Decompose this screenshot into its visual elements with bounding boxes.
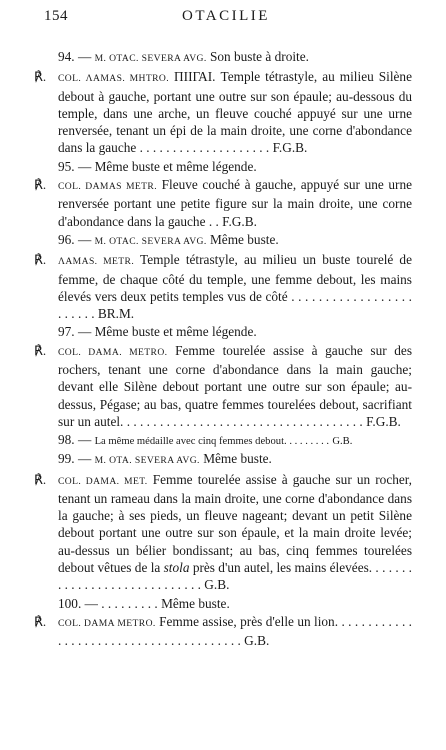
entry-number: 97. [58,324,75,340]
obverse-description: Même buste. [209,231,279,247]
reverse-97 [34,342,412,430]
obverse-description: Son buste à droite. [209,49,309,64]
source-reference: F.G.B. [272,140,308,156]
entry-95 [34,158,412,175]
reverse-description: Femme tourelée assise à gauche sur des rochers, tenant une corne d'abondance dans la main gauche; devant elle Silène debout portant une outre sur son épaule; au-dessus, Pégase; au bas, quatre femmes tourelées debout, sacrifiant sur un autel. [58,342,413,429]
running-title: OTACILIE [182,8,270,24]
reverse-mark: ℟. [34,252,47,268]
dash: — [77,158,92,174]
leader-dots: . . . . . . . . . . . . . . . . . . . . . . . . . . . . . . . . . . . . [126,413,363,429]
reverse-legend: COL. DAMA METRO. [58,617,156,629]
reverse-legend-greek: ΠΙΙΓΑΙ. [174,69,216,85]
dash: — [77,432,92,448]
dash: — [84,595,98,611]
source-reference: G.B. [244,633,270,649]
entry-number: 100. [58,595,82,611]
obverse-legend: M. OTAC. SEVERA AVG. [94,235,207,247]
entry-number: 94. [58,49,75,64]
italic-term: stola [163,560,190,576]
reverse-95 [34,176,412,230]
source-reference: G.B. [332,436,353,448]
reverse-legend: COL. DAMAS METR. [58,181,158,193]
reverse-legend: COL. ΛAMAS. MHTRO. [58,73,170,85]
reverse-description: Fleuve couché à gauche, appuyé sur une urne renversée portant une petite figure sur la main droite, une corne d'abondance dans la gauche [58,177,413,229]
obverse-description: Même buste et même légende. [94,158,257,174]
entry-number: 95. [58,158,75,174]
reverse-description-end: près d'un autel, les mains élevées [192,560,369,576]
reverse-legend: COL. DAMA. MET. [58,475,148,487]
reverse-mark: ℟. [34,69,47,85]
entry-number: 98. [58,432,75,448]
entry-94 [34,48,412,67]
reverse-99 [34,471,412,594]
reverse-mark: ℟. [34,471,47,487]
dash: — [77,451,92,467]
page-header [44,8,408,30]
page-number: 154 [44,8,68,24]
leader-dots: . . . . . . . . . [284,436,330,448]
reverse-100 [34,613,412,650]
reverse-96 [34,251,412,322]
obverse-legend: M. OTA. SEVERA AVG. [94,455,200,467]
obverse-legend: M. OTAC. SEVERA AVG. [94,53,207,64]
catalogue-text [34,48,412,650]
source-reference: G.B. [204,577,230,593]
reverse-description: Femme assise, près d'elle un lion. [159,613,339,629]
leader-dots: . . . . . . . . . . . . . . . . . . . . . . . . . . . . . . . . . . . . . . . [58,613,412,649]
leader-dots: . . . . . . . . . [101,595,158,611]
reverse-description: Femme tourelée assise à gauche sur un rocher, tenant un rameau dans la main droite, une corne d'abondance dans la gauche; à ses pieds, un fleuve nageant; devant un petit Silène debout portant une outre sur son épaule, et la main droite levée; au-dessus un bélier bondissant; au bas, cinq femmes tourelées debout vêtues de la [58,471,412,576]
source-reference: BR.M. [97,306,135,322]
obverse-description: La même médaille avec cinq femmes debout [94,436,285,448]
dash: — [77,231,92,247]
entry-number: 96. [58,231,75,247]
reverse-mark: ℟. [34,613,47,629]
reverse-description: Temple tétrastyle, au milieu un buste tourelé de femme, de chaque côté du temple, une femme debout, les mains élevés vers deux petits temples vus de côté [58,252,412,304]
reverse-mark: ℟. [34,177,47,193]
entry-96 [34,231,412,250]
source-reference: F.G.B. [366,413,401,429]
reverse-mark: ℟. [34,342,47,358]
obverse-description: Même buste. [161,595,230,611]
entry-100 [34,595,412,612]
reverse-legend: ΛAMAS. METR. [58,256,135,268]
source-reference: F.G.B. [222,213,257,229]
entry-97 [34,323,412,340]
entry-99 [34,450,412,469]
reverse-legend: COL. DAMA. METRO. [58,346,168,358]
entry-98 [34,431,412,449]
leader-dots: . . . . . . . . . . . . . . . . . . . . . . . . . . . . . [58,560,413,593]
dash: — [77,324,92,340]
leader-dots: . . . . . . . . . . . . . . . . . . . . . . . . [58,288,413,322]
entry-number: 99. [58,451,75,467]
leader-dots: . . [205,213,219,229]
leader-dots: . . . . . . . . . . . . . . . . . . . . [136,140,270,156]
obverse-description: Même buste et même légende. [94,324,257,340]
reverse-94 [34,68,412,156]
obverse-description: Même buste. [203,451,272,467]
reverse-description: Temple tétrastyle, au milieu Silène debout à gauche, portant une outre sur son épaule; au-dessous du temple, dans une arche, un fleuve couché appuyé sur une urne renversée, tenant un épi de la main droite, une corne d'abondance dans la gauche [58,69,412,156]
dash: — [77,49,92,64]
